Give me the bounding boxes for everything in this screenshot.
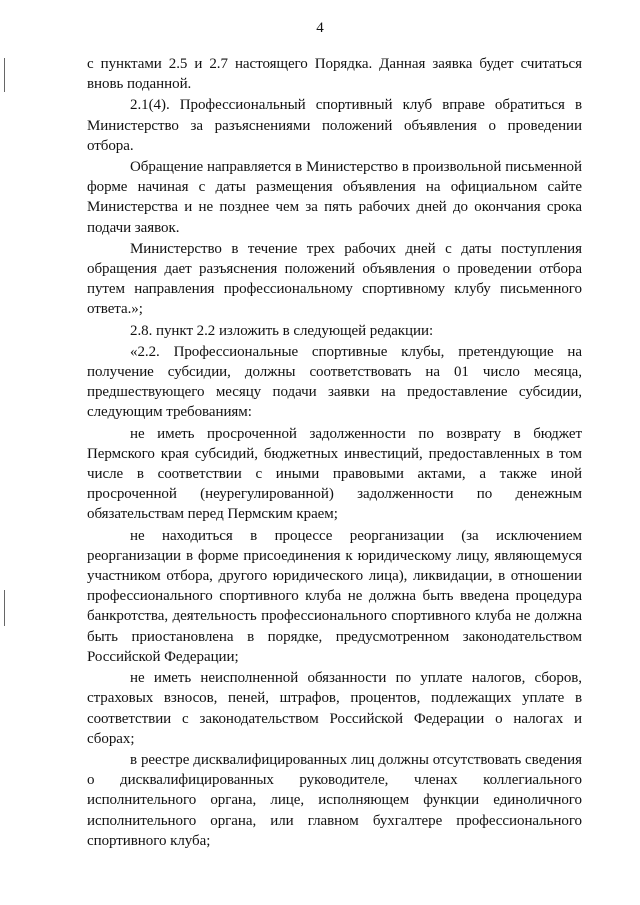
page-number: 4 xyxy=(316,20,324,36)
paragraph: 2.1(4). Профессиональный спортивный клуб вправе обратиться в Министерство за разъяснениями положений объявления о проведении отбора. xyxy=(87,97,582,154)
paragraph: с пунктами 2.5 и 2.7 настоящего Порядка. Данная заявка будет считаться вновь поданной. xyxy=(87,56,582,93)
paragraph: не находиться в процессе реорганизации (за исключением реорганизации в форме присоединения к юридическому лицу, являющемуся участником отбора, другого юридического лица), ликвидации, в отношении профессионального спортивного клуба не должна быть введена процедура банкротства, деятельность профессионального спортивного клуба не должна быть приостановлена в порядке, предусмотренном законодательством Российской Федерации; xyxy=(87,527,582,665)
paragraph: в реестре дисквалифицированных лиц должны отсутствовать сведения о дисквалифицированных руководителе, членах коллегиального исполнительного органа, лице, исполняющем функции единоличного исполнительного органа, или главном бухгалтере профессионального спортивного клуба; xyxy=(87,751,582,849)
paragraph: не иметь неисполненной обязанности по уплате налогов, сборов, страховых взносов, пеней, штрафов, процентов, подлежащих уплате в соответствии с законодательством Российской Федерации о налогах и сборах; xyxy=(87,670,582,747)
paragraph: Обращение направляется в Министерство в произвольной письменной форме начиная с даты размещения объявления на официальном сайте Министерства и не позднее чем за пять рабочих дней до окончания срока подачи заявок. xyxy=(87,159,582,236)
paragraph: 2.8. пункт 2.2 изложить в следующей редакции: xyxy=(130,322,434,339)
paragraph: «2.2. Профессиональные спортивные клубы, претендующие на получение субсидии, должны соответствовать на 01 число месяца, предшествующего месяцу подачи заявки на предоставление субсидии, следующим требованиям: xyxy=(87,343,582,421)
paragraph: Министерство в течение трех рабочих дней с даты поступления обращения дает разъяснения положений объявления о проведении отбора путем направления профессиональному спортивному клубу письменного ответа.»; xyxy=(87,240,582,318)
document-body xyxy=(87,54,582,852)
left-margin-mark xyxy=(4,590,5,626)
left-margin-mark xyxy=(4,58,5,92)
paragraph: не иметь просроченной задолженности по возврату в бюджет Пермского края субсидий, бюджетных инвестиций, предоставленных в том числе в соответствии с иными правовыми актами, а также иной просроченной (неурегулированной) задолженности по денежным обязательствам перед Пермским краем; xyxy=(87,425,582,523)
